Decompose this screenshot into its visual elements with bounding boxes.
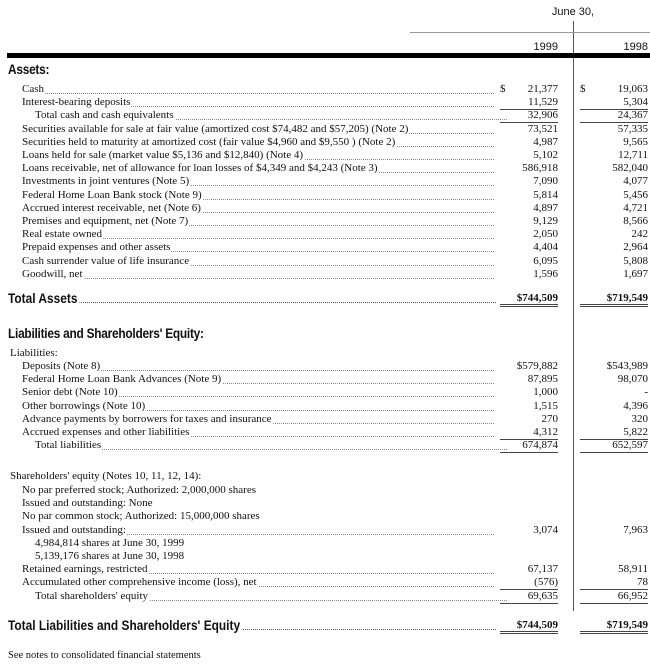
header-rule <box>410 32 650 33</box>
row-label: No par preferred stock; Authorized: 2,000,000 shares <box>22 484 256 496</box>
table-row <box>0 550 650 563</box>
value-1998: 9,565 <box>623 135 648 148</box>
table-row <box>0 497 650 510</box>
table-row <box>0 426 650 439</box>
leader-dots <box>35 449 507 450</box>
row-label: Goodwill, net <box>22 267 83 280</box>
value-1999: 9,129 <box>533 215 558 227</box>
table-row <box>0 524 650 537</box>
total-assets-label: Total Assets <box>8 290 78 306</box>
column-header-1999: 1999 <box>533 41 558 53</box>
table-row <box>0 386 650 399</box>
row-label: Advance payments by borrowers for taxes and insurance <box>22 412 272 425</box>
row-label: Accrued interest receivable, net (Note 6) <box>22 201 201 214</box>
value-1999: 2,050 <box>533 228 558 241</box>
value-1998: 57,335 <box>617 122 648 135</box>
value-1999: (576) <box>500 576 558 590</box>
row-label: Accumulated other comprehensive income (loss), net <box>22 576 257 589</box>
value-1998: 12,711 <box>618 149 648 161</box>
value-1998: 652,597 <box>580 439 648 453</box>
column-header-1998: 1998 <box>623 41 648 53</box>
leader-dots <box>22 93 494 94</box>
row-label: Accrued expenses and other liabilities <box>22 426 190 438</box>
row-label: Federal Home Loan Bank Advances (Note 9) <box>22 373 222 386</box>
table-row <box>0 83 650 96</box>
row-label: Interest-bearing deposits <box>22 96 131 109</box>
assets-title: Assets: <box>8 61 50 77</box>
value-1998: 5,822 <box>580 426 648 440</box>
table-row <box>0 268 650 281</box>
footnote: See notes to consolidated financial statements <box>8 650 201 661</box>
value-1999: 7,090 <box>533 175 558 188</box>
value-1999: 1,596 <box>533 267 558 280</box>
leader-dots <box>22 278 494 279</box>
table-row <box>0 162 650 175</box>
table-row <box>0 373 650 386</box>
row-label: Loans receivable, net of allowance for loan losses of $4,349 and $4,243 (Note 3) <box>22 162 378 175</box>
liabilities-equity-title: Liabilities and Shareholders' Equity: <box>8 325 204 341</box>
row-label: Total liabilities <box>35 439 102 452</box>
total-assets-1998: $719,549 <box>580 292 648 307</box>
value-1999: 6,095 <box>533 254 558 267</box>
value-1998: 66,952 <box>580 590 648 604</box>
value-1998: 4,396 <box>623 399 648 412</box>
table-row <box>0 400 650 413</box>
liabilities-heading: Liabilities: <box>10 347 58 359</box>
value-1998: 24,367 <box>580 109 648 123</box>
value-1999: 73,521 <box>527 122 558 135</box>
value-1999: 4,987 <box>533 135 558 148</box>
table-row <box>0 484 650 497</box>
total-liabilities-equity-1998: $719,549 <box>580 619 648 634</box>
date-header: June 30, <box>551 6 595 18</box>
value-1998 <box>580 83 648 96</box>
value-1998: 8,566 <box>623 215 648 227</box>
value-1999: 5,814 <box>533 188 558 201</box>
table-row <box>0 149 650 162</box>
row-label: Loans held for sale (market value $5,136 and $12,840) (Note 4) <box>22 149 304 161</box>
amount: 21,377 <box>527 83 558 95</box>
table-row <box>0 215 650 228</box>
table-row <box>0 576 650 589</box>
value-1999: 1,515 <box>533 399 558 412</box>
row-label: Federal Home Loan Bank stock (Note 9) <box>22 188 202 201</box>
total-liabilities-equity-label: Total Liabilities and Shareholders' Equity <box>8 617 241 633</box>
row-label: Other borrowings (Note 10) <box>22 399 146 412</box>
table-row <box>0 360 650 373</box>
table-row <box>0 439 650 452</box>
table-row <box>0 175 650 188</box>
table-row <box>0 241 650 254</box>
row-label: Total cash and cash equivalents <box>35 109 174 122</box>
value-1999: 87,895 <box>527 373 558 386</box>
total-liabilities-equity-1999: $744,509 <box>500 619 558 634</box>
liabilities-heading-row <box>0 347 650 360</box>
total-assets-row <box>0 290 650 306</box>
value-1998: 58,911 <box>618 563 648 576</box>
row-label: Senior debt (Note 10) <box>22 386 118 399</box>
value-1999: 4,404 <box>533 241 558 254</box>
row-label: Investments in joint ventures (Note 5) <box>22 175 190 188</box>
table-row <box>0 590 650 603</box>
value-1999: 270 <box>541 412 558 425</box>
row-label: Issued and outstanding: None <box>22 497 153 510</box>
row-label: Prepaid expenses and other assets <box>22 241 171 254</box>
value-1998: 5,456 <box>623 188 648 201</box>
row-label: 4,984,814 shares at June 30, 1999 <box>35 536 185 549</box>
table-row <box>0 202 650 215</box>
table-row <box>0 255 650 268</box>
equity-heading-row <box>0 470 650 483</box>
value-1998: 2,964 <box>623 241 648 254</box>
value-1998: 4,077 <box>623 175 648 188</box>
value-1999: 4,897 <box>533 201 558 214</box>
value-1999: 5,102 <box>533 149 558 161</box>
header-thick-rule <box>7 53 650 58</box>
table-row <box>0 96 650 109</box>
value-1999: 11,529 <box>500 96 558 110</box>
row-label: Total shareholders' equity <box>35 589 149 602</box>
total-assets-1999: $744,509 <box>500 292 558 307</box>
row-label: Issued and outstanding: <box>22 523 126 536</box>
value-1999: 586,918 <box>522 162 558 175</box>
value-1999: 69,635 <box>500 590 558 604</box>
value-1998: 7,963 <box>623 523 648 536</box>
value-1998: 4,721 <box>623 201 648 214</box>
row-label: Cash surrender value of life insurance <box>22 254 190 267</box>
row-label: Deposits (Note 8) <box>22 360 101 372</box>
leader-dots <box>8 302 496 303</box>
table-row <box>0 228 650 241</box>
value-1999: 32,906 <box>500 109 558 123</box>
value-1998: 582,040 <box>612 162 648 175</box>
row-label: Securities held to maturity at amortized cost (fair value $4,960 and $9,550 ) (Note 2) <box>22 135 396 148</box>
table-row <box>0 136 650 149</box>
row-label: Cash <box>22 83 44 95</box>
value-1999: $579,882 <box>516 360 558 372</box>
value-1998: $543,989 <box>606 360 648 372</box>
value-1998: 98,070 <box>617 373 648 386</box>
table-row <box>0 109 650 122</box>
row-label: 5,139,176 shares at June 30, 1998 <box>35 550 185 562</box>
equity-heading: Shareholders' equity (Notes 10, 11, 12, 14): <box>10 470 202 482</box>
row-label: Securities available for sale at fair value (amortized cost $74,482 and $57,205) (Note 2) <box>22 122 409 135</box>
row-label: Retained earnings, restricted <box>22 563 148 576</box>
total-liabilities-equity-row <box>0 617 650 633</box>
value-1999: 3,074 <box>533 523 558 536</box>
value-1998: 1,697 <box>623 267 648 280</box>
value-1999: 674,874 <box>500 439 558 453</box>
value-1999: 1,000 <box>533 386 558 399</box>
table-row <box>0 537 650 550</box>
value-1999: 67,137 <box>527 563 558 576</box>
row-label: Real estate owned <box>22 228 103 241</box>
dollar-sign: $ <box>580 83 586 95</box>
value-1999 <box>500 83 558 96</box>
row-label: No par common stock; Authorized: 15,000,000 shares <box>22 510 260 523</box>
value-1998: 78 <box>580 576 648 590</box>
value-1998: 5,808 <box>623 254 648 267</box>
table-row <box>0 563 650 576</box>
value-1998: 5,304 <box>580 96 648 110</box>
table-row <box>0 413 650 426</box>
value-1998: 242 <box>631 228 648 241</box>
row-label: Premises and equipment, net (Note 7) <box>22 215 189 227</box>
amount: 19,063 <box>617 83 648 95</box>
table-row <box>0 123 650 136</box>
dollar-sign: $ <box>500 83 506 95</box>
table-row <box>0 189 650 202</box>
value-1998: 320 <box>631 412 648 425</box>
value-1999: 4,312 <box>500 426 558 440</box>
table-row <box>0 510 650 523</box>
value-1998: - <box>644 386 648 399</box>
